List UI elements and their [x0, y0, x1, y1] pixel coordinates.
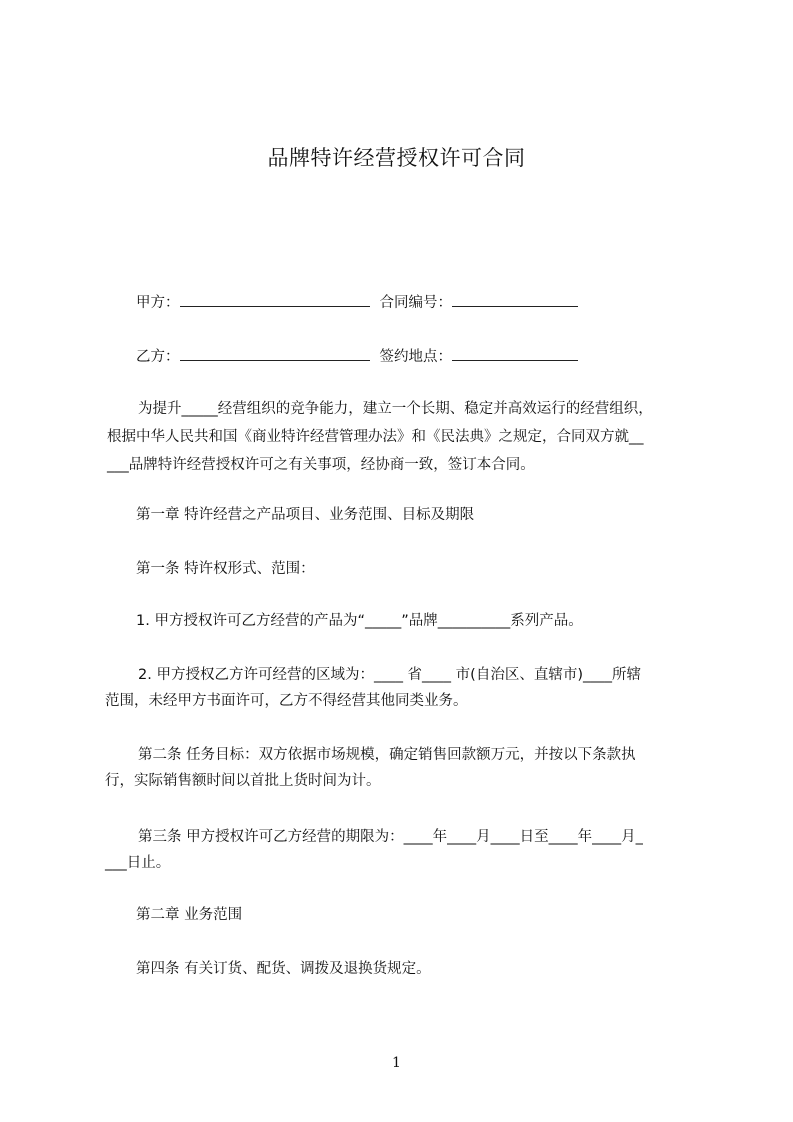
contract-no-label: 合同编号： — [379, 295, 452, 311]
item-2-line-1: 2. 甲方授权乙方许可经营的区域为：____ 省____ 市(自治区、直辖市)____所辖 — [138, 667, 641, 683]
preamble-line-1: 为提升_____经营组织的竞争能力，建立一个长期、稳定并高效运行的经营组织， — [138, 401, 653, 417]
article-1-heading: 第一条 特许权形式、范围： — [136, 561, 315, 577]
sign-place-label: 签约地点： — [379, 349, 452, 365]
article-2-line-2: 行，实际销售额时间以首批上货时间为计。 — [105, 773, 381, 789]
article-2-line-1: 第二条 任务目标：双方依据市场规模，确定销售回款额万元，并按以下条款执 — [138, 747, 636, 763]
sign-place-blank[interactable] — [452, 346, 578, 361]
chapter-2-heading: 第二章 业务范围 — [136, 907, 243, 923]
party-a-label: 甲方： — [136, 295, 180, 311]
preamble-line-3: ___品牌特许经营授权许可之有关事项，经协商一致，签订本合同。 — [107, 457, 535, 473]
contract-no-blank[interactable] — [452, 292, 578, 307]
item-1: 1. 甲方授权许可乙方经营的产品为“_____”品牌__________系列产品。 — [136, 613, 583, 629]
item-2-line-2: 范围，未经甲方书面许可，乙方不得经营其他同类业务。 — [105, 693, 468, 709]
chapter-1-heading: 第一章 特许经营之产品项目、业务范围、目标及期限 — [136, 507, 475, 523]
party-a-blank[interactable] — [180, 292, 370, 307]
party-b-blank[interactable] — [180, 346, 370, 361]
preamble-line-2: 根据中华人民共和国《商业特许经营管理办法》和《民法典》之规定，合同双方就__ — [107, 429, 644, 445]
party-b-row — [136, 346, 578, 366]
article-3-line-2: ___日止。 — [105, 855, 171, 871]
party-a-row — [136, 292, 578, 312]
party-b-label: 乙方： — [136, 349, 180, 365]
document-title: 品牌特许经营授权许可合同 — [267, 146, 526, 170]
article-4-heading: 第四条 有关订货、配货、调拨及退换货规定。 — [136, 961, 431, 977]
article-3-line-1: 第三条 甲方授权许可乙方经营的期限为：____年____月____日至____年____月_ — [138, 829, 643, 845]
page-number: 1 — [392, 1055, 401, 1071]
